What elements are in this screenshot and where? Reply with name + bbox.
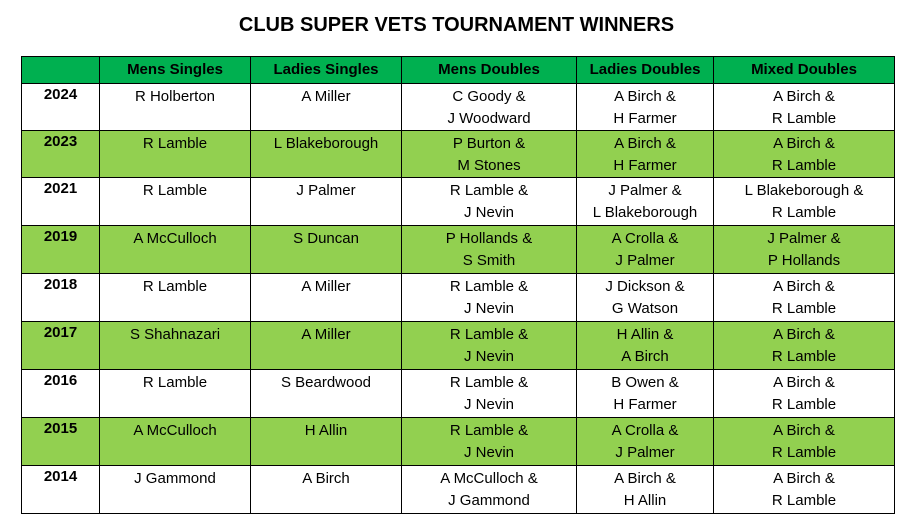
cell-line: A Birch &: [773, 326, 835, 343]
cell-line: S Smith: [462, 252, 516, 269]
cell-mixed-doubles: [714, 370, 895, 418]
cell-mixed-doubles: [714, 84, 895, 131]
cell-mens-singles: [100, 466, 251, 514]
cell-ladies-singles: [251, 131, 402, 178]
cell-mixed-doubles: [714, 178, 895, 226]
cell-line: R Lamble: [771, 204, 837, 221]
cell-mens-singles: [100, 274, 251, 322]
table-row: [22, 178, 895, 226]
cell-text: R Lamble: [142, 135, 208, 152]
cell-ladies-singles: [251, 178, 402, 226]
cell-ladies-singles: [251, 274, 402, 322]
cell-line: A McCulloch &: [440, 470, 538, 487]
cell-ladies-singles: [251, 466, 402, 514]
cell-line: G Watson: [611, 300, 679, 317]
cell-text: A McCulloch: [133, 230, 217, 247]
cell-text: A Birch: [302, 470, 350, 487]
cell-ladies-singles: [251, 226, 402, 274]
cell-line: H Farmer: [613, 396, 677, 413]
cell-ladies-singles: [251, 418, 402, 466]
column-header-year: [22, 57, 100, 84]
cell-line: J Nevin: [463, 300, 515, 317]
cell-line: J Woodward: [447, 110, 531, 127]
cell-text: J Palmer: [296, 182, 356, 199]
cell-mixed-doubles: [714, 466, 895, 514]
cell-text: S Shahnazari: [129, 326, 221, 343]
cell-line: A Birch &: [614, 135, 676, 152]
cell-mens-singles: [100, 418, 251, 466]
cell-year: 2018: [22, 274, 100, 322]
cell-mixed-doubles: [714, 226, 895, 274]
table-row: [22, 466, 895, 514]
cell-mixed-doubles: [714, 322, 895, 370]
cell-ladies-doubles: [577, 274, 714, 322]
cell-line: J Nevin: [463, 396, 515, 413]
cell-line: R Lamble &: [449, 278, 529, 295]
cell-mens-doubles: [402, 84, 577, 131]
cell-line: J Palmer &: [767, 230, 841, 247]
cell-mens-singles: [100, 131, 251, 178]
cell-line: J Palmer: [615, 252, 675, 269]
cell-line: R Lamble: [771, 300, 837, 317]
cell-line: R Lamble: [771, 157, 837, 174]
cell-line: P Hollands: [767, 252, 841, 269]
cell-ladies-doubles: [577, 226, 714, 274]
cell-line: H Farmer: [613, 110, 677, 127]
cell-line: J Gammond: [448, 492, 530, 509]
column-header-ladies-doubles: Ladies Doubles: [577, 57, 714, 84]
winners-table: [21, 56, 895, 514]
cell-line: J Palmer &: [608, 182, 682, 199]
cell-line: A Birch &: [773, 374, 835, 391]
cell-line: L Blakeborough: [592, 204, 698, 221]
table-body: [22, 84, 895, 514]
cell-ladies-singles: [251, 322, 402, 370]
cell-mens-doubles: [402, 226, 577, 274]
cell-mixed-doubles: [714, 418, 895, 466]
cell-line: R Lamble: [771, 492, 837, 509]
cell-text: R Holberton: [134, 88, 216, 105]
cell-line: A Crolla &: [611, 422, 679, 439]
table-row: [22, 418, 895, 466]
cell-line: A Birch &: [614, 88, 676, 105]
cell-line: R Lamble &: [449, 374, 529, 391]
cell-line: A Birch &: [773, 470, 835, 487]
cell-ladies-doubles: [577, 370, 714, 418]
cell-text: A Miller: [301, 88, 351, 105]
table-row: [22, 274, 895, 322]
table-row: [22, 84, 895, 131]
table-row: [22, 370, 895, 418]
cell-year: 2017: [22, 322, 100, 370]
cell-mens-doubles: [402, 322, 577, 370]
cell-mens-doubles: [402, 466, 577, 514]
cell-mens-singles: [100, 178, 251, 226]
cell-mens-doubles: [402, 370, 577, 418]
cell-line: J Palmer: [615, 444, 675, 461]
table-row: [22, 131, 895, 178]
cell-line: J Dickson &: [605, 278, 685, 295]
cell-text: A Miller: [301, 326, 351, 343]
cell-line: R Lamble &: [449, 326, 529, 343]
cell-mens-doubles: [402, 131, 577, 178]
cell-mixed-doubles: [714, 274, 895, 322]
cell-line: A Birch &: [773, 422, 835, 439]
table-row: [22, 322, 895, 370]
column-header-ladies-singles: Ladies Singles: [251, 57, 402, 84]
cell-line: P Hollands &: [445, 230, 533, 247]
cell-text: A Miller: [301, 278, 351, 295]
table-header-row: [22, 57, 895, 84]
cell-line: A Birch: [621, 348, 669, 365]
cell-mens-doubles: [402, 178, 577, 226]
cell-ladies-singles: [251, 370, 402, 418]
cell-text: R Lamble: [142, 374, 208, 391]
cell-year: 2015: [22, 418, 100, 466]
cell-mens-singles: [100, 322, 251, 370]
cell-line: J Nevin: [463, 204, 515, 221]
cell-line: A Birch &: [614, 470, 676, 487]
cell-line: M Stones: [457, 157, 521, 174]
cell-text: S Duncan: [293, 230, 359, 247]
cell-line: A Birch &: [773, 278, 835, 295]
column-header-mens-singles: Mens Singles: [100, 57, 251, 84]
cell-text: L Blakeborough: [273, 135, 379, 152]
cell-line: H Farmer: [613, 157, 677, 174]
cell-year: 2014: [22, 466, 100, 514]
cell-line: R Lamble &: [449, 422, 529, 439]
cell-ladies-singles: [251, 84, 402, 131]
cell-line: L Blakeborough &: [744, 182, 864, 199]
cell-year: 2019: [22, 226, 100, 274]
cell-year: 2024: [22, 84, 100, 131]
cell-text: J Gammond: [134, 470, 216, 487]
column-header-mixed-doubles: Mixed Doubles: [714, 57, 895, 84]
cell-line: R Lamble: [771, 444, 837, 461]
cell-line: R Lamble: [771, 110, 837, 127]
cell-line: R Lamble: [771, 396, 837, 413]
cell-year: 2023: [22, 131, 100, 178]
column-header-mens-doubles: Mens Doubles: [402, 57, 577, 84]
cell-mens-singles: [100, 370, 251, 418]
cell-line: B Owen &: [611, 374, 679, 391]
cell-line: C Goody &: [452, 88, 526, 105]
cell-text: S Beardwood: [280, 374, 372, 391]
cell-line: A Crolla &: [611, 230, 679, 247]
cell-text: H Allin: [304, 422, 348, 439]
cell-line: A Birch &: [773, 88, 835, 105]
cell-line: H Allin: [623, 492, 667, 509]
table-row: [22, 226, 895, 274]
cell-mens-singles: [100, 226, 251, 274]
cell-line: R Lamble: [771, 348, 837, 365]
cell-year: 2016: [22, 370, 100, 418]
cell-ladies-doubles: [577, 418, 714, 466]
cell-year: 2021: [22, 178, 100, 226]
cell-ladies-doubles: [577, 466, 714, 514]
cell-mens-doubles: [402, 274, 577, 322]
cell-ladies-doubles: [577, 131, 714, 178]
cell-text: R Lamble: [142, 182, 208, 199]
cell-text: A McCulloch: [133, 422, 217, 439]
cell-line: J Nevin: [463, 348, 515, 365]
cell-ladies-doubles: [577, 178, 714, 226]
cell-line: J Nevin: [463, 444, 515, 461]
cell-mens-singles: [100, 84, 251, 131]
cell-mens-doubles: [402, 418, 577, 466]
cell-text: R Lamble: [142, 278, 208, 295]
cell-line: P Burton &: [452, 135, 526, 152]
cell-line: H Allin &: [616, 326, 674, 343]
cell-line: A Birch &: [773, 135, 835, 152]
cell-ladies-doubles: [577, 322, 714, 370]
cell-ladies-doubles: [577, 84, 714, 131]
cell-line: R Lamble &: [449, 182, 529, 199]
page-title: CLUB SUPER VETS TOURNAMENT WINNERS: [238, 14, 675, 36]
cell-mixed-doubles: [714, 131, 895, 178]
